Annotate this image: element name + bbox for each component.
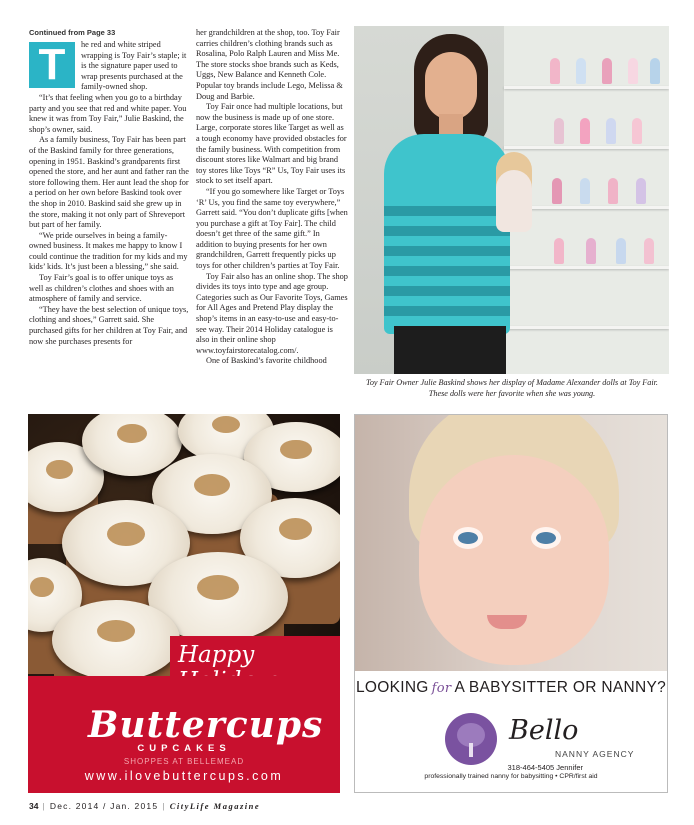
agency-label: NANNY AGENCY [555,749,635,759]
paragraph: her grandchildren at the shop, too. Toy Fair carries children’s clothing brands such as Rosalina, Polo Ralph Lauren and Miss Me. The store stocks shoe brands such as Keds, Uggs, New Balance and Kenneth Cole. Popular toy brands include Lego, Melissa & Doug and Barbie. [196,28,343,101]
doll [552,178,562,204]
paragraph: As a family business, Toy Fair has been part of the Baskind family for three generations, opening in 1951. Baskind’s grandparents first opened the store, and her aunt and father ran the store following them. Her aunt lead the shop for a period on her own before Baskind took over the shop in 2010. Baskind said she grew up in the store, making it not only part of Shreveport but part of her family. [29,135,189,230]
phone-contact[interactable]: 318-464-5405 Jennifer [507,763,583,772]
doll [636,178,646,204]
cupcakes-label: CUPCAKES [137,743,231,754]
shelf [504,146,669,149]
shoppes-label: SHOPPES AT BELLEMEAD [123,757,245,766]
buttercups-logo: Buttercups [88,704,324,746]
top-stripe [384,286,510,296]
article-column-1 [29,40,189,347]
cupcake [52,600,180,680]
doll [606,118,616,144]
page-footer [29,801,260,811]
doll [608,178,618,204]
doll [576,58,586,84]
woman-face [425,52,477,120]
toy-fair-owner-photo [354,26,669,374]
held-doll [496,152,532,232]
ad-headline [355,679,667,697]
paragraph: Toy Fair’s goal is to offer unique toys as well as children’s clothes and shoes with an atmosphere of family and service. [29,273,174,304]
drop-cap: T [29,42,75,88]
magazine-name: CityLife Magazine [169,801,261,811]
tree-logo-icon [445,713,497,765]
paragraph: One of Baskind’s favorite childhood [206,356,327,366]
paragraph: “If you go somewhere like Target or Toys ‘R’ Us, you find the same toy everywhere,” Garrett said. “You don’t duplicate gifts [when you purchase a gift at Toy Fair]. The child doesn’t get three of the same gift.” In addition to buying presents for her own grandchildren, Garrett frequently picks up toys for other children’s parties at Toy Fair. [196,186,348,271]
baby-eye [453,527,483,549]
headline-part: LOOKING [355,679,429,696]
doll [616,238,626,264]
bello-logo: Bello [509,715,579,746]
doll [554,118,564,144]
doll [586,238,596,264]
top-stripe [384,246,510,256]
buttercups-url[interactable]: www.ilovebuttercups.com [84,769,284,783]
baby-eye [531,527,561,549]
doll [632,118,642,144]
bello-nanny-ad[interactable] [354,414,668,793]
doll [580,118,590,144]
buttercups-ad[interactable] [28,414,340,793]
paragraph: Toy Fair also has an online shop. The shop divides its toys into type and age group. Categories such as Our Favorite Toys, Games for All Ages and Pretend Play display the shop’s items in an easy-to-use and easy-to-see way. Their 2014 Holiday catalogue is also in their online shop www.toyfairstorecatalog.com/. [196,271,348,355]
doll [602,58,612,84]
top-stripe [384,206,510,216]
paragraph: “They have the best selection of unique toys, clothing and shoes,” Garrett said. She purchased gifts for her children at Toy Fair, and now she purchases presents for [29,304,189,346]
happy-holidays-text: Happy [178,642,255,668]
headline-for: for [431,681,452,696]
paragraph: “We pride ourselves in being a family-owned business. It makes me happy to know I could continue the tradition for my kids and my kids’ kids. It’s just been a blessing,” she said. [29,230,188,272]
footer-separator: | [162,801,166,811]
paragraph: he red and white striped wrapping is Toy Fair’s staple; it is the signature paper used to wrap presents purchased at the family-owned shop. [81,40,187,92]
baby-face [419,455,609,665]
top-stripe [384,266,510,276]
shelf [504,266,669,269]
doll [580,178,590,204]
doll [550,58,560,84]
page-number: 34 [29,801,39,811]
article-column-2 [196,28,348,367]
continued-label: Continued from Page 33 [29,28,116,37]
issue-date: Dec. 2014 / Jan. 2015 [49,801,159,811]
top-stripe [384,306,510,316]
woman-pants [394,326,506,374]
ad-tagline: professionally trained nanny for babysitting • CPR/first aid [424,773,598,780]
doll [554,238,564,264]
paragraph: Toy Fair once had multiple locations, but now the business is made up of one store. Large, corporate stores like Target as well as a tough economy have provided obstacles for the family business. With competition from discount stores like Walmart and big brand toy stores like Toys “R” Us, Toy Fair uses its stock to set itself apart. [196,102,347,186]
shelf [504,326,669,329]
shelf [504,86,669,89]
headline-part: A BABYSITTER OR NANNY? [454,679,667,696]
photo-caption: Toy Fair Owner Julie Baskind shows her display of Madame Alexander dolls at Toy Fair. These dolls were her favorite when she was young. [366,378,658,398]
footer-separator: | [42,801,46,811]
baby-photo [355,415,667,671]
paragraph: “It’s that feeling when you go to a birthday party and you see that red and white paper. You knew it was from Toy Fair,” Julie Baskind, the shop’s owner, said. [29,92,187,134]
doll [644,238,654,264]
doll [650,58,660,84]
doll [628,58,638,84]
top-stripe [384,226,510,236]
